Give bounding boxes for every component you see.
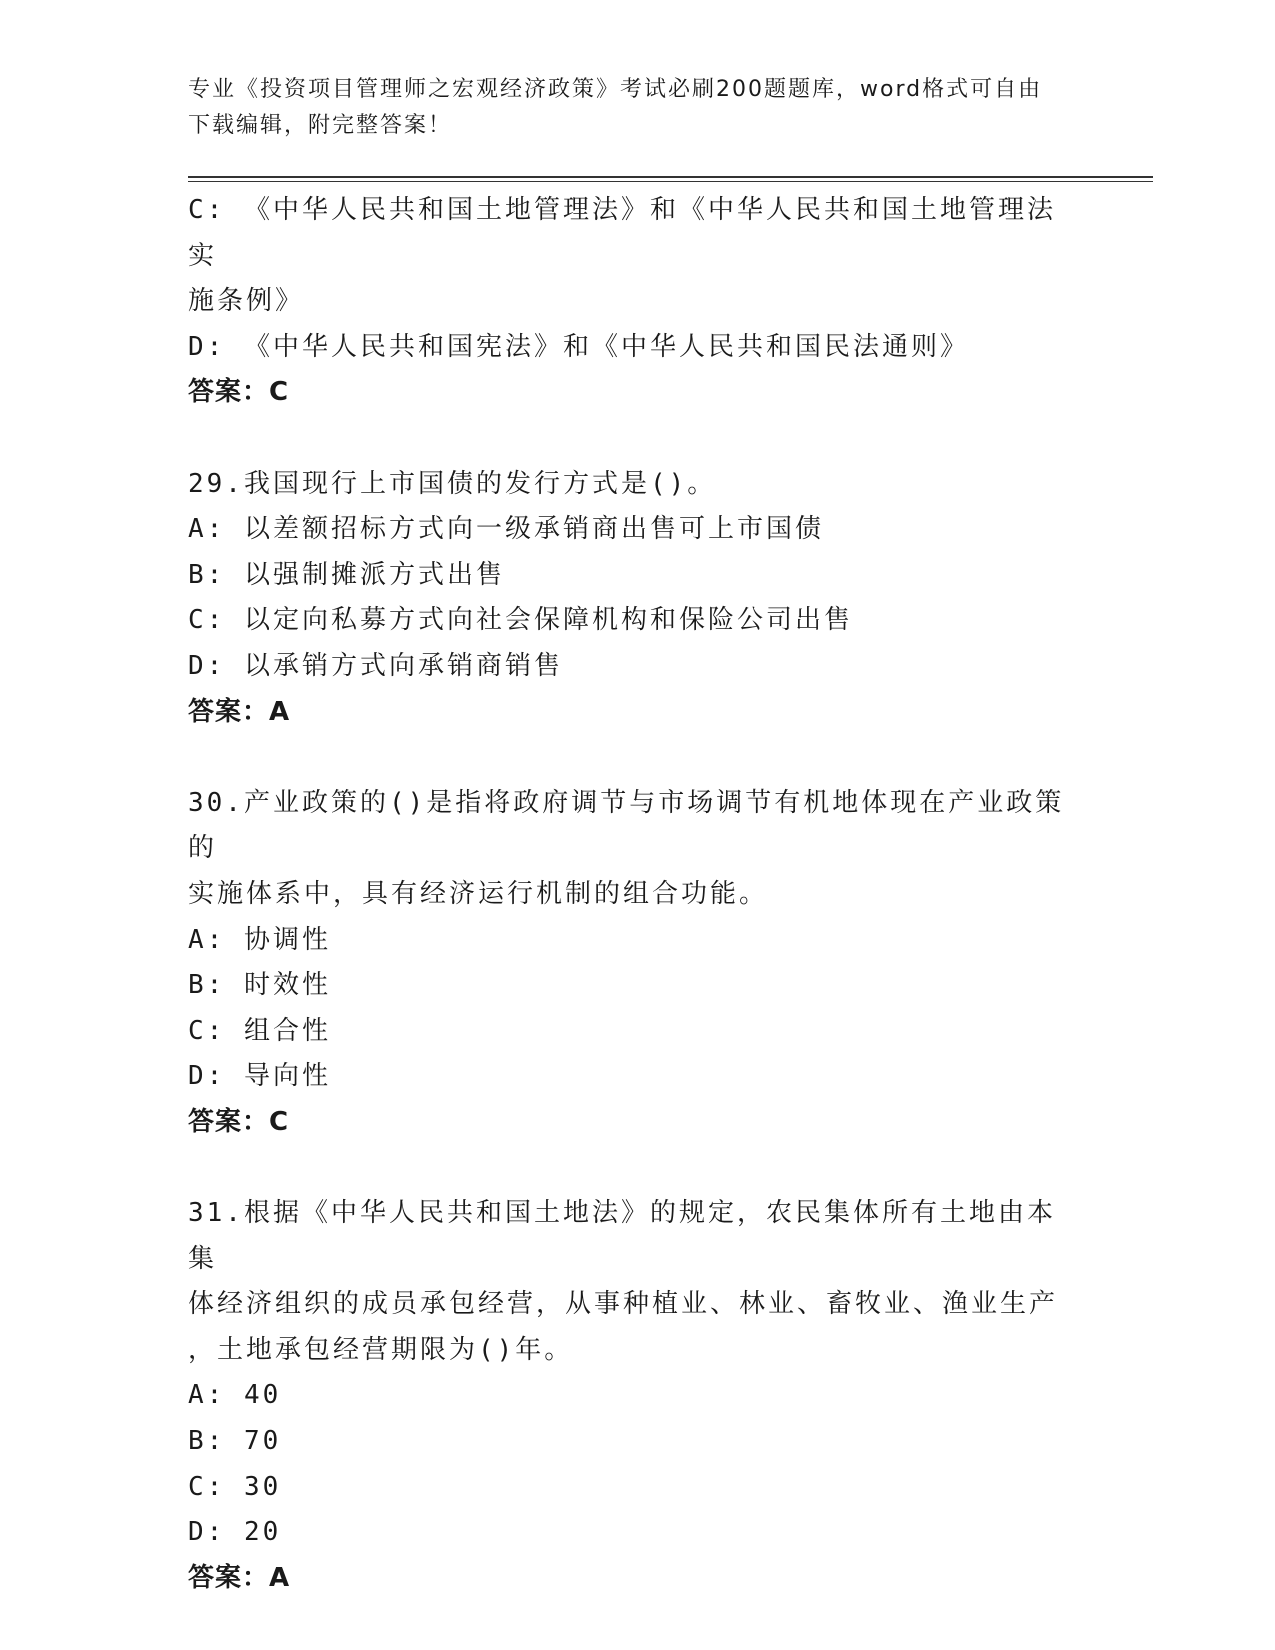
header-line-1: 专业《投资项目管理师之宏观经济政策》考试必刷200题题库，word格式可自由 — [188, 77, 1043, 102]
option-b: B: 时效性 — [188, 970, 331, 1001]
header-divider-thin — [188, 181, 1153, 182]
option-d: D: 20 — [188, 1517, 282, 1548]
option-c: C: 30 — [188, 1471, 282, 1502]
document-header — [188, 72, 1068, 144]
question-31 — [188, 1191, 1078, 1601]
option-c: C: 以定向私募方式向社会保障机构和保险公司出售 — [188, 605, 853, 636]
option-c: C: 组合性 — [188, 1015, 331, 1046]
answer: 答案：A — [188, 696, 291, 727]
option-b: B: 70 — [188, 1426, 282, 1457]
spacer — [188, 735, 1078, 781]
option-c-line-2: 施条例》 — [188, 286, 305, 317]
option-d: D: 《中华人民共和国宪法》和《中华人民共和国民法通则》 — [188, 331, 969, 362]
answer: 答案：C — [188, 377, 290, 408]
answer: 答案：C — [188, 1106, 290, 1137]
option-a: A: 以差额招标方式向一级承销商出售可上市国债 — [188, 514, 824, 545]
question-stem-line-1: 31.根据《中华人民共和国土地法》的规定，农民集体所有土地由本集 — [188, 1198, 1056, 1274]
option-a: A: 协调性 — [188, 924, 331, 955]
question-stem-line-2: 实施体系中，具有经济运行机制的组合功能。 — [188, 878, 769, 909]
question-stem-line-3: ，土地承包经营期限为()年。 — [188, 1334, 574, 1365]
question-29 — [188, 462, 1078, 736]
option-d: D: 导向性 — [188, 1061, 331, 1092]
question-28-tail — [188, 188, 1078, 416]
header-divider-thick — [188, 176, 1153, 178]
question-stem: 29.我国现行上市国债的发行方式是()。 — [188, 468, 717, 499]
option-a: A: 40 — [188, 1380, 282, 1411]
question-30 — [188, 781, 1078, 1146]
option-b: B: 以强制摊派方式出售 — [188, 559, 505, 590]
header-line-2: 下载编辑，附完整答案！ — [188, 113, 453, 138]
answer: 答案：A — [188, 1562, 291, 1593]
spacer — [188, 416, 1078, 462]
spacer — [188, 1145, 1078, 1191]
question-content — [188, 188, 1078, 1601]
option-c-line-1: C: 《中华人民共和国土地管理法》和《中华人民共和国土地管理法实 — [188, 195, 1056, 271]
question-stem-line-2: 体经济组织的成员承包经营，从事种植业、林业、畜牧业、渔业生产 — [188, 1289, 1059, 1320]
option-d: D: 以承销方式向承销商销售 — [188, 650, 563, 681]
question-stem-line-1: 30.产业政策的()是指将政府调节与市场调节有机地体现在产业政策的 — [188, 787, 1065, 864]
